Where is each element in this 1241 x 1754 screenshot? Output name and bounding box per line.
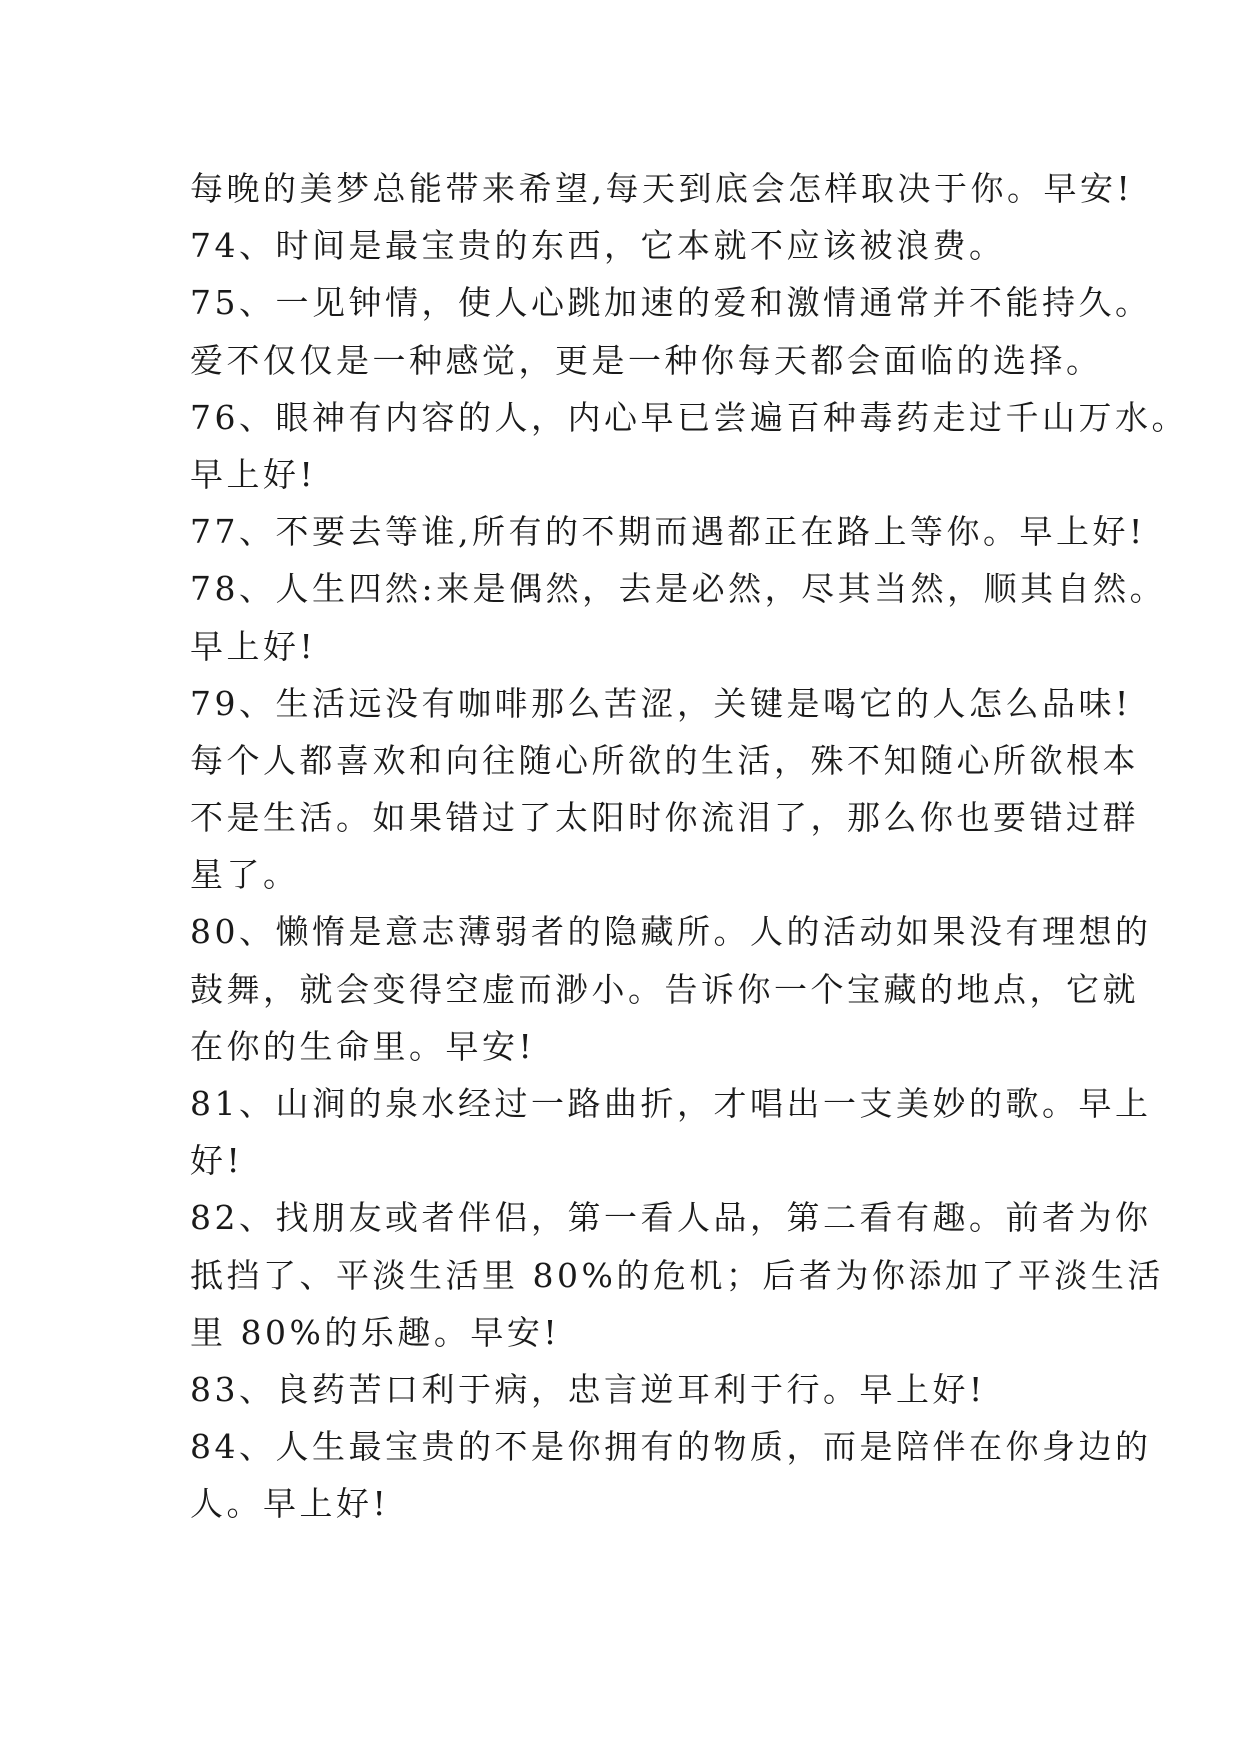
text-line: 里 80%的乐趣。早安! [190, 1312, 561, 1352]
text-line: 76、眼神有内容的人，内心早已尝遍百种毒药走过千山万水。 [190, 397, 1188, 437]
text-line: 79、生活远没有咖啡那么苦涩，关键是喝它的人怎么品味! [190, 683, 1132, 723]
text-line: 84、人生最宝贵的不是你拥有的物质，而是陪伴在你身边的 [190, 1427, 1152, 1467]
text-line: 75、一见钟情，使人心跳加速的爱和激情通常并不能持久。 [190, 283, 1152, 323]
text-line: 星了。 [190, 855, 300, 895]
text-line: 好! [190, 1141, 244, 1181]
text-line: 82、找朋友或者伴侣，第一看人品，第二看有趣。前者为你 [190, 1198, 1152, 1238]
text-line: 80、懒惰是意志薄弱者的隐藏所。人的活动如果没有理想的 [190, 912, 1152, 952]
text-line: 每晚的美梦总能带来希望,每天到底会怎样取决于你。早安! [190, 169, 1134, 208]
text-line: 每个人都喜欢和向往随心所欲的生活，殊不知随心所欲根本 [190, 740, 1139, 780]
text-line: 77、不要去等谁,所有的不期而遇都正在路上等你。早上好! [190, 512, 1146, 552]
text-line: 早上好! [190, 626, 317, 666]
text-line: 不是生活。如果错过了太阳时你流泪了，那么你也要错过群 [190, 798, 1139, 838]
text-line: 74、时间是最宝贵的东西，它本就不应该被浪费。 [190, 226, 1006, 266]
text-line: 78、人生四然:来是偶然，去是必然，尽其当然，顺其自然。 [190, 569, 1167, 609]
text-line: 鼓舞，就会变得空虚而渺小。告诉你一个宝藏的地点，它就 [190, 969, 1139, 1009]
text-line: 抵挡了、平淡生活里 80%的危机；后者为你添加了平淡生活 [190, 1255, 1164, 1295]
text-line: 爱不仅仅是一种感觉，更是一种你每天都会面临的选择。 [190, 340, 1103, 380]
text-line: 早上好! [190, 454, 317, 494]
text-line: 人。早上好! [190, 1484, 390, 1524]
text-line: 81、山涧的泉水经过一路曲折，才唱出一支美妙的歌。早上 [190, 1084, 1152, 1123]
text-line: 83、良药苦口利于病，忠言逆耳利于行。早上好! [190, 1369, 986, 1409]
text-line: 在你的生命里。早安! [190, 1026, 536, 1066]
document-body [190, 160, 1188, 1533]
